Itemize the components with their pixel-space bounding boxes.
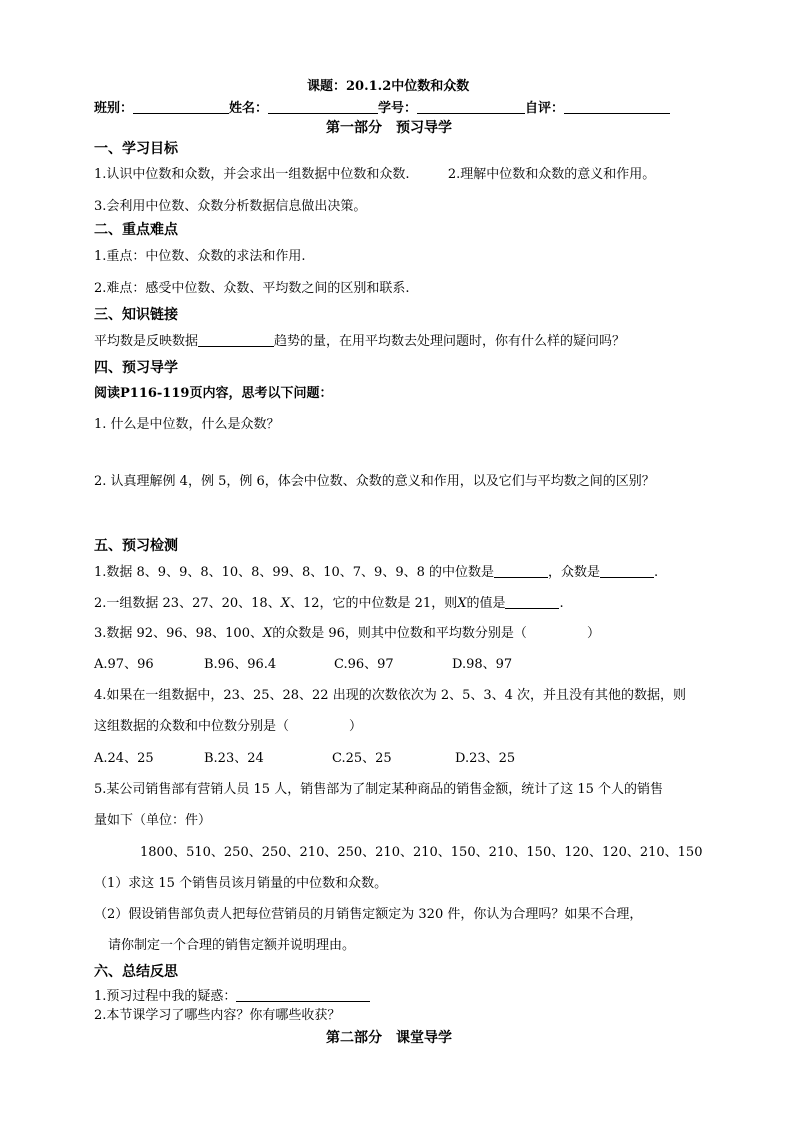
part2-title: 第二部分 课堂导学 xyxy=(326,1030,452,1046)
problem-3-text-a: 3.数据 92、96、98、100、 xyxy=(94,626,263,641)
section-knowledge-heading: 三、知识链接 xyxy=(94,307,178,323)
problem-3 xyxy=(94,625,600,643)
problem-4-line-2 xyxy=(94,718,362,736)
problem-2 xyxy=(94,594,564,613)
id-label: 学号： xyxy=(378,101,418,116)
section-key-points-heading: 二、重点难点 xyxy=(94,222,178,238)
variable-x: X xyxy=(457,596,467,611)
section-summary-heading: 六、总结反思 xyxy=(94,964,178,980)
part1-title: 第一部分 预习导学 xyxy=(326,120,452,136)
key-point-2: 2.难点：感受中位数、众数、平均数之间的区别和联系. xyxy=(94,281,410,296)
section-goals-heading: 一、学习目标 xyxy=(94,141,178,157)
knowledge-text-b: 趋势的量，在用平均数去处理问题时，你有什么样的疑问吗？ xyxy=(274,334,626,349)
problem-4-line-1: 4.如果在一组数据中，23、25、28、22 出现的次数依次为 2、5、3、4 次，并且没有其他的数据，则 xyxy=(94,688,687,703)
option-d[interactable]: D.98、97 xyxy=(452,657,513,672)
goal-1-text: 1.认识中位数和众数，并会求出一组数据中位数和众数. xyxy=(94,167,410,182)
problem-1-text-a: 1.数据 8、9、9、8、10、8、99、8、10、7、9、9、8 的中位数是 xyxy=(94,565,495,580)
x-value-blank[interactable] xyxy=(505,594,559,609)
variable-x: X xyxy=(262,626,273,641)
problem-5-line-1: 5.某公司销售部有营销人员 15 人，销售部为了制定某种商品的销售金额，统计了这 15 个人的销售 xyxy=(94,782,664,797)
mode-blank[interactable] xyxy=(600,563,654,578)
option-d[interactable]: D.23、25 xyxy=(455,751,516,766)
problem-2-text-b: 、12，它的中位数是 21，则 xyxy=(289,596,458,611)
doubts-blank[interactable] xyxy=(236,987,370,1002)
class-blank[interactable] xyxy=(133,99,229,114)
problem-1 xyxy=(94,563,658,582)
option-a[interactable]: A.24、25 xyxy=(94,751,154,766)
problem-5-question-2-cont: 请你制定一个合理的销售定额并说明理由。 xyxy=(108,938,356,953)
problem-4-text-b: ） xyxy=(349,719,363,734)
name-label: 姓名： xyxy=(229,101,269,116)
option-b[interactable]: B.96、96.4 xyxy=(204,657,277,672)
problem-5-line-2: 量如下（单位：件） xyxy=(94,813,212,828)
goal-1 xyxy=(94,166,655,184)
lesson-title: 课题：20.1.2中位数和众数 xyxy=(307,79,470,94)
preview-question-1: 1. 什么是中位数，什么是众数？ xyxy=(94,417,280,432)
reading-instruction: 阅读P116-119页内容，思考以下问题： xyxy=(94,386,333,401)
knowledge-question xyxy=(94,332,625,351)
option-c[interactable]: C.25、25 xyxy=(332,751,392,766)
name-blank[interactable] xyxy=(268,99,378,114)
eval-blank[interactable] xyxy=(564,99,670,114)
class-label: 班别： xyxy=(94,101,134,116)
median-blank[interactable] xyxy=(494,563,548,578)
goal-3: 3.会利用中位数、众数分析数据信息做出决策。 xyxy=(94,199,367,214)
option-a[interactable]: A.97、96 xyxy=(94,657,154,672)
problem-4-text-a: 这组数据的众数和中位数分别是（ xyxy=(94,719,290,734)
problem-3-text-c: ） xyxy=(586,626,600,641)
variable-x: X xyxy=(280,596,290,611)
problem-4-options xyxy=(94,750,515,768)
option-b[interactable]: B.23、24 xyxy=(204,751,264,766)
summary-item-1 xyxy=(94,987,370,1006)
section-check-heading: 五、预习检测 xyxy=(94,538,178,554)
sales-data: 1800、510、250、250、210、250、210、210、150、210、150、120、120、210、150 xyxy=(140,845,703,860)
trend-blank[interactable] xyxy=(198,332,274,347)
section-preview-heading: 四、预习导学 xyxy=(94,360,178,376)
summary-item-2: 2.本节课学习了哪些内容？你有哪些收获？ xyxy=(94,1008,341,1023)
problem-2-text-d: . xyxy=(559,596,564,611)
problem-3-options xyxy=(94,656,512,674)
knowledge-text-a: 平均数是反映数据 xyxy=(94,334,199,349)
preview-question-2: 2. 认真理解例 4，例 5，例 6，体会中位数、众数的意义和作用，以及它们与平均数之间的区别？ xyxy=(94,474,655,489)
problem-3-text-b: 的众数是 96，则其中位数和平均数分别是（ xyxy=(272,626,527,641)
problem-2-text-c: 的值是 xyxy=(466,596,506,611)
problem-1-text-b: ，众数是 xyxy=(548,565,601,580)
id-blank[interactable] xyxy=(417,99,525,114)
problem-5-question-2: （2）假设销售部负责人把每位营销员的月销售定额定为 320 件，你认为合理吗？如果不合理， xyxy=(94,907,643,922)
problem-5-question-1: （1）求这 15 个销售员该月销量的中位数和众数。 xyxy=(94,876,388,891)
student-info-row xyxy=(94,99,670,118)
problem-1-text-c: . xyxy=(654,565,659,580)
problem-2-text-a: 2.一组数据 23、27、20、18、 xyxy=(94,596,281,611)
key-point-1: 1.重点：中位数、众数的求法和作用. xyxy=(94,249,306,264)
option-c[interactable]: C.96、97 xyxy=(334,657,394,672)
eval-label: 自评： xyxy=(525,101,565,116)
goal-2-text: 2.理解中位数和众数的意义和作用。 xyxy=(447,167,656,182)
summary-item-1-text: 1.预习过程中我的疑惑： xyxy=(94,989,237,1004)
